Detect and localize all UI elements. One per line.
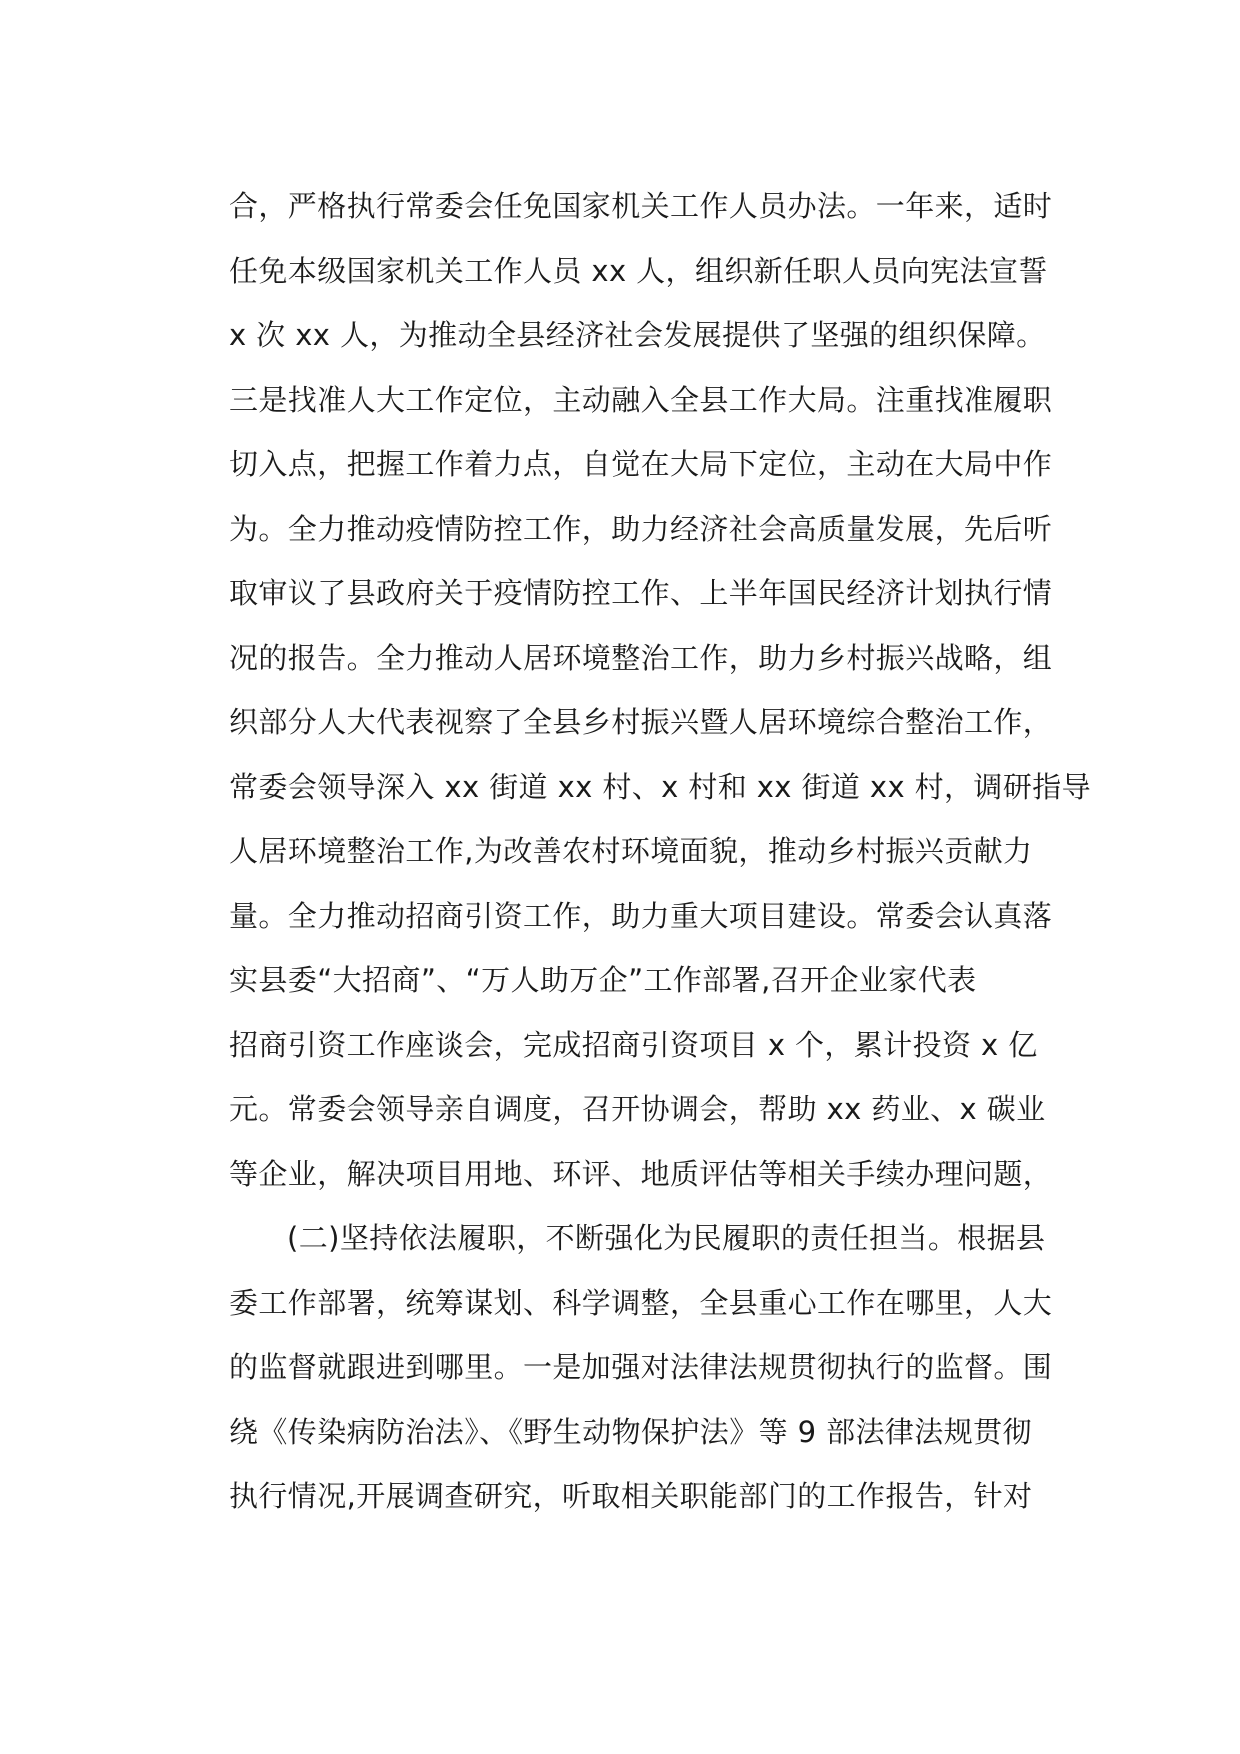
text-line: x 次 xx 人，为推动全县经济社会发展提供了坚强的组织保障。 [229,318,1046,352]
text-line: 量。全力推动招商引资工作，助力重大项目建设。常委会认真落 [229,898,1053,933]
text-line: 织部分人大代表视察了全县乡村振兴暨人居环境综合整治工作， [229,705,1053,739]
text-line: 实县委“大招商”、“万人助万企”工作部署,召开企业家代表 [229,963,977,997]
text-line: 为。全力推动疫情防控工作，助力经济社会高质量发展，先后听 [229,511,1053,546]
text-line: 执行情况,开展调查研究，听取相关职能部门的工作报告，针对 [229,1479,1033,1513]
text-line: 等企业，解决项目用地、环评、地质评估等相关手续办理问题， [229,1156,1053,1191]
body-text [229,174,1092,1529]
text-line: 绕《传染病防治法》、《野生动物保护法》等 9 部法律法规贯彻 [229,1414,1032,1449]
text-line: 取审议了县政府关于疫情防控工作、上半年国民经济计划执行情 [229,576,1053,610]
text-line: 合，严格执行常委会任免国家机关工作人员办法。一年来，适时 [229,189,1053,223]
text-line: 委工作部署，统筹谋划、科学调整，全县重心工作在哪里，人大 [229,1285,1053,1320]
text-line: 招商引资工作座谈会，完成招商引资项目 x 个，累计投资 x 亿 [229,1027,1038,1062]
text-line: 元。常委会领导亲自调度，召开协调会，帮助 xx 药业、x 碳业 [229,1092,1046,1126]
text-line: 的监督就跟进到哪里。一是加强对法律法规贯彻执行的监督。围 [229,1350,1053,1384]
text-line: 切入点，把握工作着力点，自觉在大局下定位，主动在大局中作 [229,447,1053,481]
text-line: 况的报告。全力推动人居环境整治工作，助力乡村振兴战略，组 [229,640,1053,675]
paragraph-start-line: (二)坚持依法履职，不断强化为民履职的责任担当。根据县 [287,1221,1046,1255]
text-line: 三是找准人大工作定位，主动融入全县工作大局。注重找准履职 [229,382,1053,417]
text-line: 任免本级国家机关工作人员 xx 人，组织新任职人员向宪法宣誓 [229,253,1048,288]
text-line: 常委会领导深入 xx 街道 xx 村、x 村和 xx 街道 xx 村，调研指导 [229,769,1092,804]
text-line: 人居环境整治工作,为改善农村环境面貌，推动乡村振兴贡献力 [229,834,1033,868]
